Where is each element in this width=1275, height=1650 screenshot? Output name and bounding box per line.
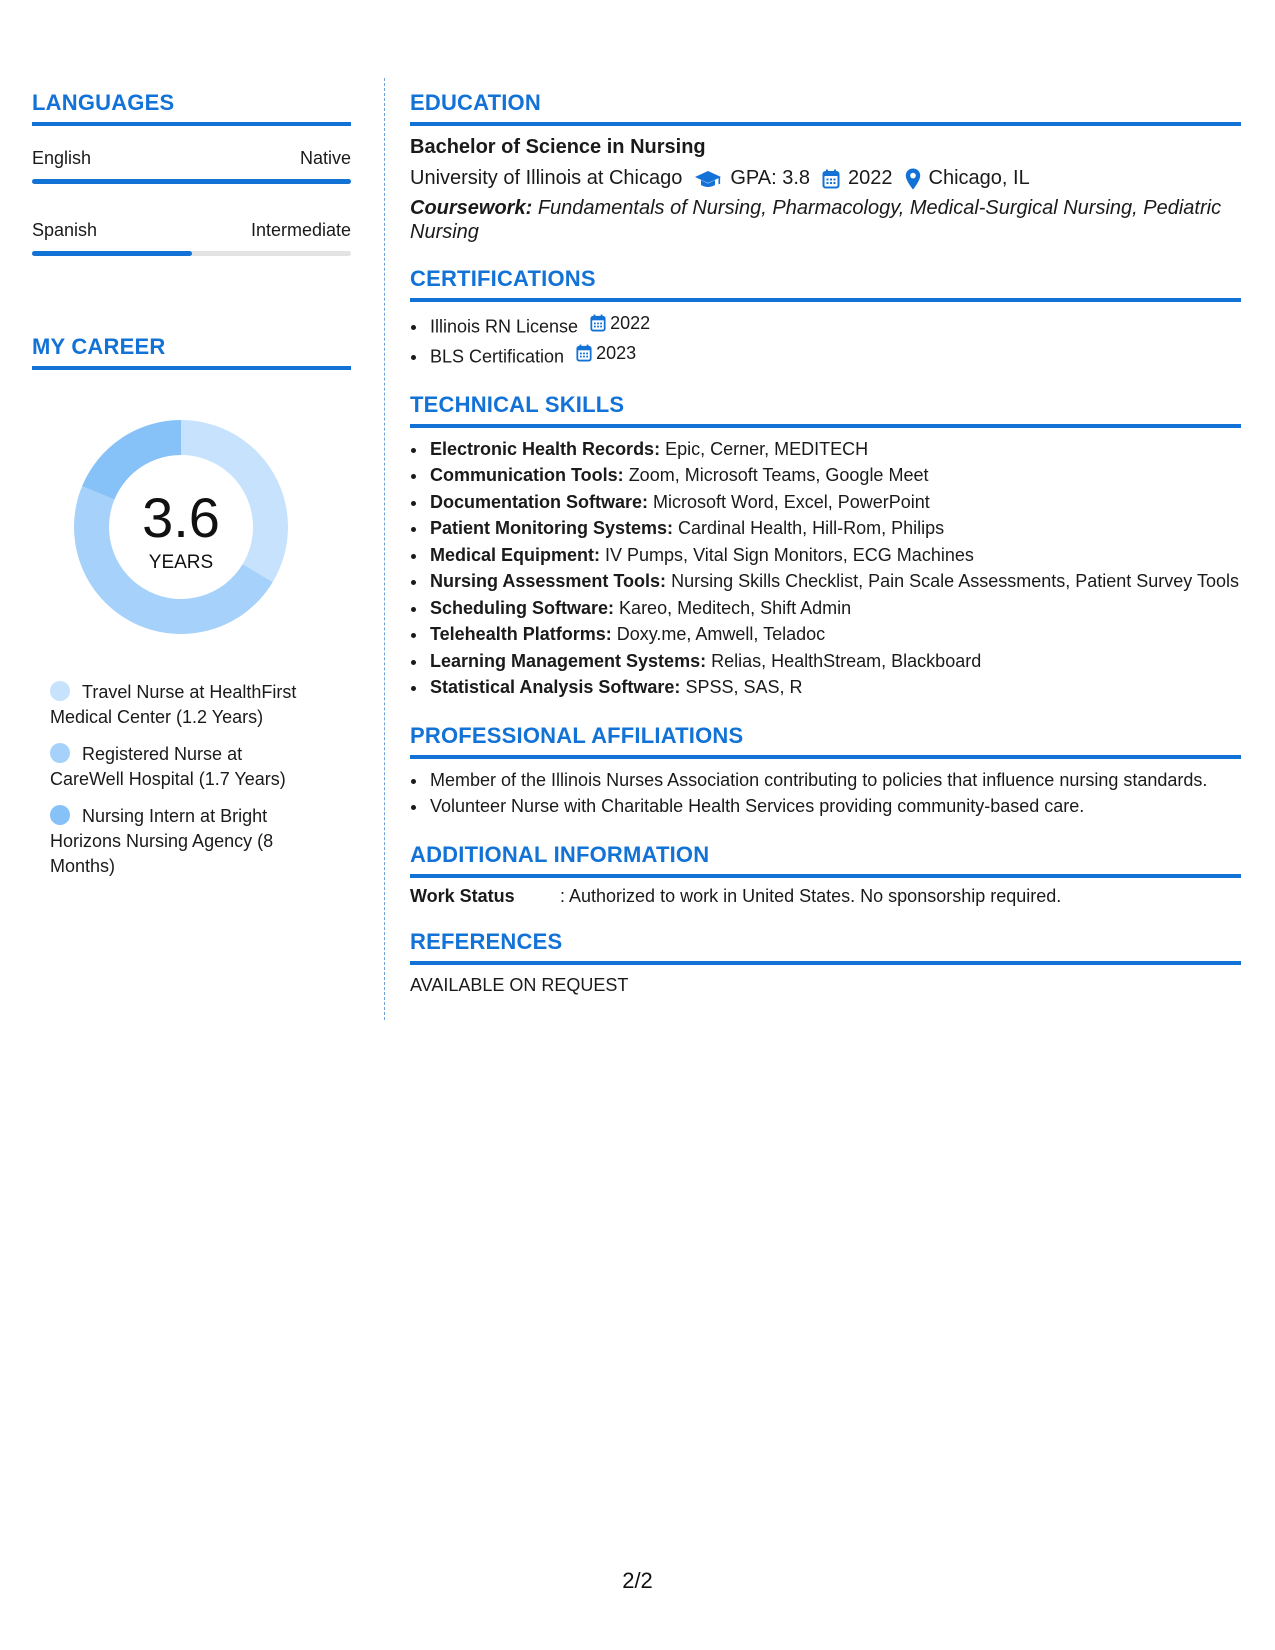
language-proficiency-bar [32, 179, 351, 184]
left-column [32, 90, 351, 891]
language-item [32, 220, 351, 256]
career-total-years: 3.6 [142, 486, 220, 549]
skill-category: Learning Management Systems: [430, 650, 707, 671]
career-legend-label: Travel Nurse at HealthFirst Medical Center (1.2 Years) [50, 682, 297, 727]
legend-dot [50, 743, 70, 763]
affiliation-item: • Member of the Illinois Nurses Association contributing to policies that influence nursing standards. [428, 767, 1241, 794]
references-heading: REFERENCES [410, 929, 1241, 965]
skill-values: Doxy.me, Amwell, Teladoc [616, 624, 826, 644]
gpa: GPA: 3.8 [730, 167, 811, 189]
work-status-row [410, 886, 1241, 907]
skill-item [428, 436, 1241, 463]
calendar-icon [822, 169, 840, 189]
degree-title: Bachelor of Science in Nursing [410, 136, 706, 158]
skill-values: Relias, HealthStream, Blackboard [711, 650, 982, 671]
career-heading: MY CAREER [32, 334, 351, 370]
coursework [410, 196, 1241, 244]
language-proficiency-fill [32, 251, 192, 256]
career-years-unit: YEARS [148, 552, 214, 573]
skill-item [428, 542, 1241, 569]
skill-category: Nursing Assessment Tools: [430, 571, 667, 591]
skill-category: Scheduling Software: [430, 597, 615, 618]
skill-item [428, 648, 1241, 675]
page-number: 2/2 [622, 1568, 653, 1593]
certifications-list [410, 310, 1241, 370]
coursework-label: Coursework: [410, 197, 533, 219]
career-legend-label: Nursing Intern at Bright Horizons Nursing Agency (8 Months) [50, 806, 274, 876]
certification-item [428, 310, 1241, 340]
certification-year: 2022 [610, 313, 651, 333]
skill-item [428, 621, 1241, 648]
certifications-section [410, 266, 1241, 370]
additional-info-section [410, 842, 1241, 907]
skill-item [428, 489, 1241, 516]
skill-values: Kareo, Meditech, Shift Admin [619, 597, 852, 618]
language-name: English [32, 148, 92, 168]
skill-values: Zoom, Microsoft Teams, Google Meet [628, 465, 929, 485]
language-row [32, 148, 351, 169]
coursework-list: Fundamentals of Nursing, Pharmacology, Medical-Surgical Nursing, Pediatric Nursing [410, 197, 1222, 243]
language-level: Intermediate [250, 220, 351, 240]
language-row [32, 220, 351, 241]
work-status-value: : Authorized to work in United States. No sponsorship required. [560, 885, 1062, 906]
language-name: Spanish [32, 220, 98, 240]
references-section [410, 929, 1241, 996]
legend-dot [50, 681, 70, 701]
affiliations-list [410, 767, 1241, 820]
affiliations-section [410, 723, 1241, 820]
certification-year: 2023 [596, 342, 637, 363]
legend-dot [50, 805, 70, 825]
career-donut-chart [66, 412, 296, 642]
skill-item [428, 462, 1241, 489]
skill-values: Microsoft Word, Excel, PowerPoint [653, 491, 930, 512]
technical-skills-section [410, 392, 1241, 701]
career-legend-item [50, 804, 320, 879]
languages-heading: LANGUAGES [32, 90, 351, 126]
career-legend [50, 680, 351, 879]
graduation-cap-icon [694, 169, 722, 189]
school-location: Chicago, IL [928, 167, 1030, 189]
location-pin-icon [905, 168, 921, 190]
references-text: AVAILABLE ON REQUEST [410, 974, 629, 995]
skill-item [428, 515, 1241, 542]
right-column [410, 90, 1241, 996]
calendar-icon [576, 344, 596, 362]
skill-values: Nursing Skills Checklist, Pain Scale Assessments, Patient Survey Tools [671, 571, 1239, 591]
column-divider [384, 78, 385, 1020]
graduation-year: 2022 [848, 167, 893, 189]
skill-values: Epic, Cerner, MEDITECH [665, 438, 869, 459]
skill-values: SPSS, SAS, R [685, 677, 803, 697]
language-level: Native [299, 148, 351, 168]
career-legend-label: Registered Nurse at CareWell Hospital (1.7 Years) [50, 744, 286, 789]
certification-name: Illinois RN License [430, 316, 579, 337]
certifications-heading: CERTIFICATIONS [410, 266, 1241, 302]
language-item [32, 148, 351, 184]
career-legend-item [50, 680, 320, 730]
technical-skills-heading: TECHNICAL SKILLS [410, 392, 1241, 428]
skill-item [428, 674, 1241, 701]
skill-values: IV Pumps, Vital Sign Monitors, ECG Machines [605, 544, 974, 565]
languages-list [32, 148, 351, 256]
skill-category: Communication Tools: [430, 465, 624, 485]
certification-date [590, 310, 650, 337]
certification-item [428, 340, 1241, 370]
affiliations-heading: PROFESSIONAL AFFILIATIONS [410, 723, 1241, 759]
skill-item [428, 595, 1241, 622]
education-section [410, 90, 1241, 244]
additional-info-heading: ADDITIONAL INFORMATION [410, 842, 1241, 878]
language-proficiency-fill [32, 179, 351, 184]
education-heading: EDUCATION [410, 90, 1241, 126]
language-proficiency-bar [32, 251, 351, 256]
technical-skills-list [410, 436, 1241, 701]
skill-category: Telehealth Platforms: [430, 624, 612, 644]
career-section [32, 334, 351, 879]
skill-values: Cardinal Health, Hill-Rom, Philips [678, 518, 945, 538]
school-name: University of Illinois at Chicago [410, 167, 683, 189]
affiliation-item: • Volunteer Nurse with Charitable Health Services providing community-based care. [428, 793, 1241, 820]
languages-section [32, 90, 351, 256]
calendar-icon [590, 314, 610, 332]
skill-category: Patient Monitoring Systems: [430, 518, 674, 538]
certification-date [576, 340, 636, 367]
career-legend-item [50, 742, 320, 792]
skill-category: Medical Equipment: [430, 544, 601, 565]
skill-category: Electronic Health Records: [430, 438, 661, 459]
donut-center [66, 412, 296, 642]
education-meta [410, 167, 1241, 190]
skill-item [428, 568, 1241, 595]
certification-name: BLS Certification [430, 346, 565, 366]
skill-category: Statistical Analysis Software: [430, 677, 681, 697]
work-status-label: Work Status [410, 885, 515, 906]
skill-category: Documentation Software: [430, 491, 649, 512]
